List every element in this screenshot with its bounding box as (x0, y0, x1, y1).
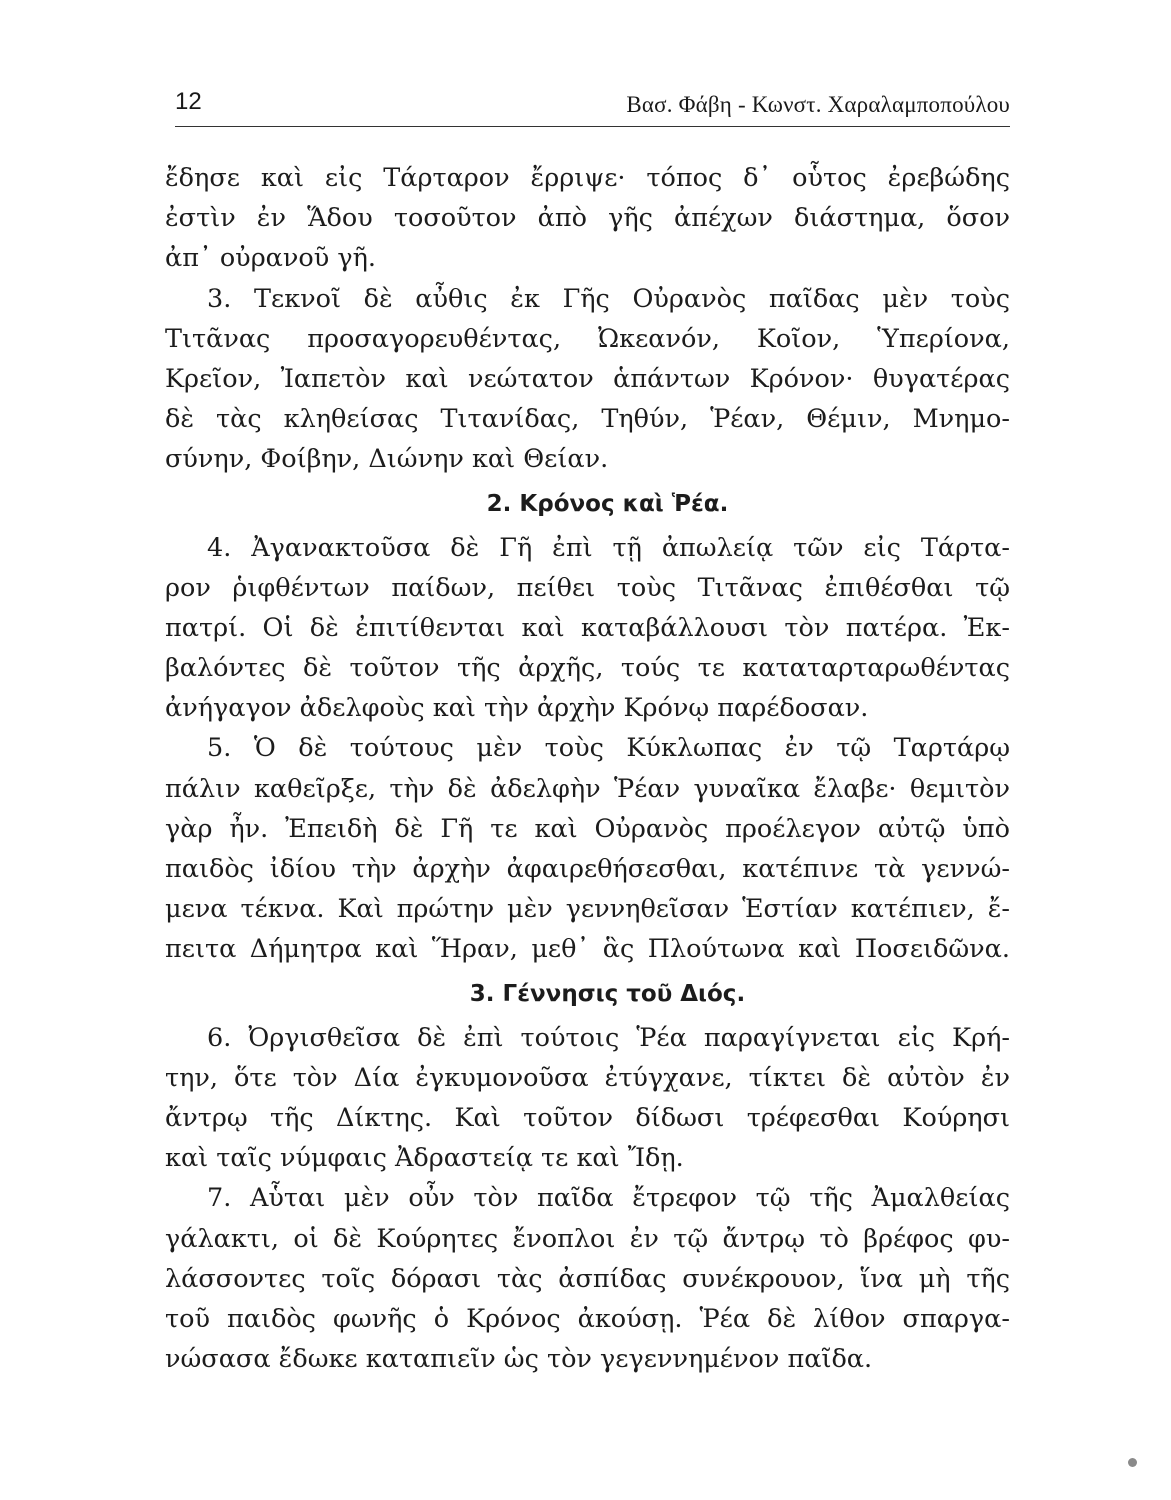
text-line: ἔδησε καὶ εἰς Τάρταρον ἔρριψε· τόπος δ᾽ οὗτος ἐρεβώδης (165, 163, 1010, 193)
text-line: Τιτᾶνας προσαγορευθέντας, Ὠκεανόν, Κοῖον, Ὑπερίονα, (165, 323, 1010, 354)
text-line: γὰρ ἦν. Ἐπειδὴ δὲ Γῆ τε καὶ Οὐρανὸς προέλεγον αὐτῷ ὑπὸ (165, 813, 1010, 844)
text-line: γάλακτι, οἱ δὲ Κούρητες ἔνοπλοι ἐν τῷ ἄντρῳ τὸ βρέφος φυ- (165, 1223, 1010, 1254)
text-line: μενα τέκνα. Καὶ πρώτην μὲν γεννηθεῖσαν Ἑστίαν κατέπιεν, ἔ- (165, 894, 1010, 925)
text-line: καὶ ταῖς νύμφαις Ἀδραστείᾳ τε καὶ Ἴδῃ. (165, 1143, 684, 1174)
section-heading: 2. Κρόνος καὶ Ῥέα. (486, 490, 729, 517)
text-line: νώσασα ἔδωκε καταπιεῖν ὡς τὸν γεγεννημένον παῖδα. (165, 1344, 873, 1375)
text-line: Κρεῖον, Ἰαπετὸν καὶ νεώτατον ἁπάντων Κρόνον· θυγατέρας (165, 363, 1010, 394)
text-line: παιδὸς ἰδίου τὴν ἀρχὴν ἀφαιρεθήσεσθαι, κατέπινε τὰ γεννώ- (165, 854, 1010, 884)
text-line: βαλόντες δὲ τοῦτον τῆς ἀρχῆς, τούς τε καταταρταρωθέντας (165, 653, 1010, 684)
page-number: 12 (175, 88, 202, 115)
text-line: 7. Αὗται μὲν οὖν τὸν παῖδα ἔτρεφον τῷ τῆς Ἀμαλθείας (207, 1183, 1010, 1214)
text-line: 6. Ὀργισθεῖσα δὲ ἐπὶ τούτοις Ῥέα παραγίγνεται εἰς Κρή- (207, 1022, 1010, 1053)
text-line: 5. Ὁ δὲ τούτους μὲν τοὺς Κύκλωπας ἐν τῷ Ταρτάρῳ (207, 733, 1010, 764)
header-rule (175, 126, 1010, 127)
text-line: πάλιν καθεῖρξε, τὴν δὲ ἀδελφὴν Ῥέαν γυναῖκα ἔλαβε· θεμιτὸν (165, 773, 1010, 804)
text-line: ἐστὶν ἐν Ἅδου τοσοῦτον ἀπὸ γῆς ἀπέχων διάστημα, ὅσον (165, 203, 1010, 234)
scan-speck (1128, 1458, 1137, 1467)
page-header (175, 88, 1010, 124)
text-line: ἄντρῳ τῆς Δίκτης. Καὶ τοῦτον δίδωσι τρέφεσθαι Κούρησι (165, 1102, 1010, 1133)
text-line: 3. Τεκνοῖ δὲ αὖθις ἐκ Γῆς Οὐρανὸς παῖδας μὲν τοὺς (207, 283, 1010, 314)
body-text (165, 158, 1010, 1379)
text-line: σύνην, Φοίβην, Διώνην καὶ Θείαν. (165, 444, 609, 475)
text-line: τοῦ παιδὸς φωνῆς ὁ Κρόνος ἀκούσῃ. Ῥέα δὲ λίθον σπαργα- (165, 1303, 1010, 1334)
text-line: ρον ῥιφθέντων παίδων, πείθει τοὺς Τιτᾶνας ἐπιθέσθαι τῷ (165, 572, 1010, 603)
text-line: ἀνήγαγον ἀδελφοὺς καὶ τὴν ἀρχὴν Κρόνῳ παρέδοσαν. (165, 693, 869, 724)
text-line: ἀπ᾽ οὐρανοῦ γῆ. (165, 243, 376, 274)
text-line: πατρί. Οἱ δὲ ἐπιτίθενται καὶ καταβάλλουσι τὸν πατέρα. Ἐκ- (165, 612, 1010, 643)
text-line: λάσσοντες τοῖς δόρασι τὰς ἀσπίδας συνέκρουον, ἵνα μὴ τῆς (165, 1263, 1010, 1294)
text-line: δὲ τὰς κληθείσας Τιτανίδας, Τηθύν, Ῥέαν, Θέμιν, Μνημο- (165, 404, 1010, 435)
text-line: 4. Ἀγανακτοῦσα δὲ Γῆ ἐπὶ τῇ ἀπωλείᾳ τῶν εἰς Τάρτα- (207, 532, 1010, 563)
text-line: πειτα Δήμητρα καὶ Ἥραν, μεθ᾽ ἃς Πλούτωνα καὶ Ποσειδῶνα. (165, 934, 1010, 965)
running-head: Βασ. Φάβη - Κωνστ. Χαραλαμποπούλου (626, 92, 1010, 117)
section-heading: 3. Γέννησις τοῦ Διός. (469, 980, 746, 1007)
text-line: την, ὅτε τὸν Δία ἐγκυμονοῦσα ἐτύγχανε, τίκτει δὲ αὐτὸν ἐν (165, 1062, 1010, 1093)
